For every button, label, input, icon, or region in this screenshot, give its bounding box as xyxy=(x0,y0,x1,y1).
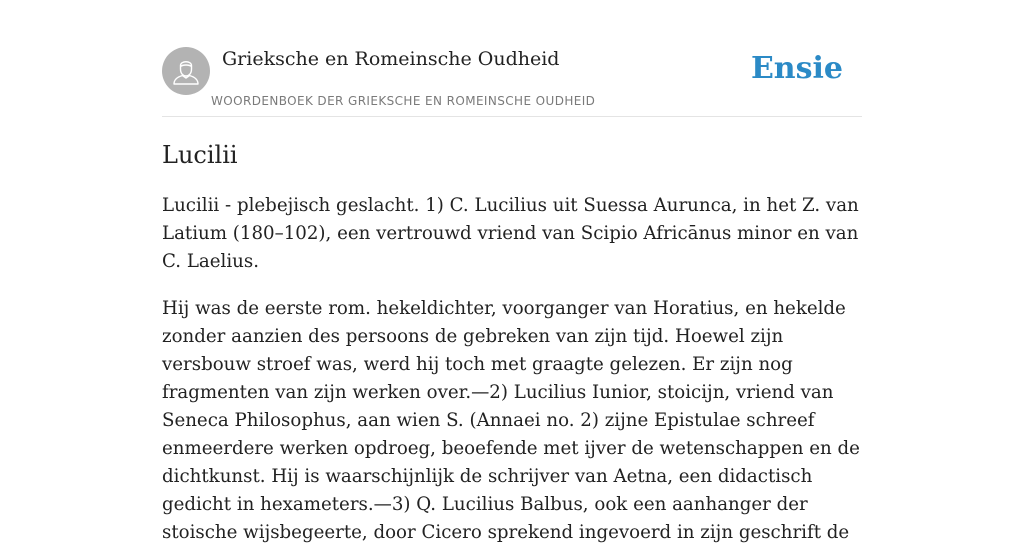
ensie-logo-link[interactable]: Ensie xyxy=(750,51,843,86)
dictionary-header xyxy=(162,46,862,117)
user-avatar-icon[interactable] xyxy=(162,47,210,95)
entry-paragraph-2: Hij was de eerste rom. hekeldichter, voorganger van Horatius, en hekelde zonder aanzien des persoons de gebreken van zijn tijd. Hoewel zijn versbouw stroef was, werd hij toch met graagte gelezen. Er zijn nog fragmenten van zijn werken over.—2) Lucilius Iunior, stoicijn, vriend van Seneca Philosophus, aan wien S. (Annaei no. 2) zijne Epistulae schreef enmeerdere werken opdroeg, beoefende met ijver de wetenschappen en de dichtkunst. Hij is waarschijnlijk de schrijver van Aetna, een didactisch gedicht in hexameters.—3) Q. Lucilius Balbus, ook een aanhanger der stoische wijsbegeerte, door Cicero sprekend ingevoerd in zijn geschrift de xyxy=(162,298,860,543)
dictionary-title[interactable]: Grieksche en Romeinsche Oudheid xyxy=(222,48,560,70)
entry-content xyxy=(162,138,862,547)
dictionary-subtitle: WOORDENBOEK DER GRIEKSCHE EN ROMEINSCHE OUDHEID xyxy=(211,94,596,108)
entry-paragraph-1: Lucilii - plebejisch geslacht. 1) C. Lucilius uit Suessa Aurunca, in het Z. van Latium (180–102), een vertrouwd vriend van Scipio Africānus minor en van C. Laelius. xyxy=(162,195,859,272)
entry-title: Lucilii xyxy=(162,141,238,169)
